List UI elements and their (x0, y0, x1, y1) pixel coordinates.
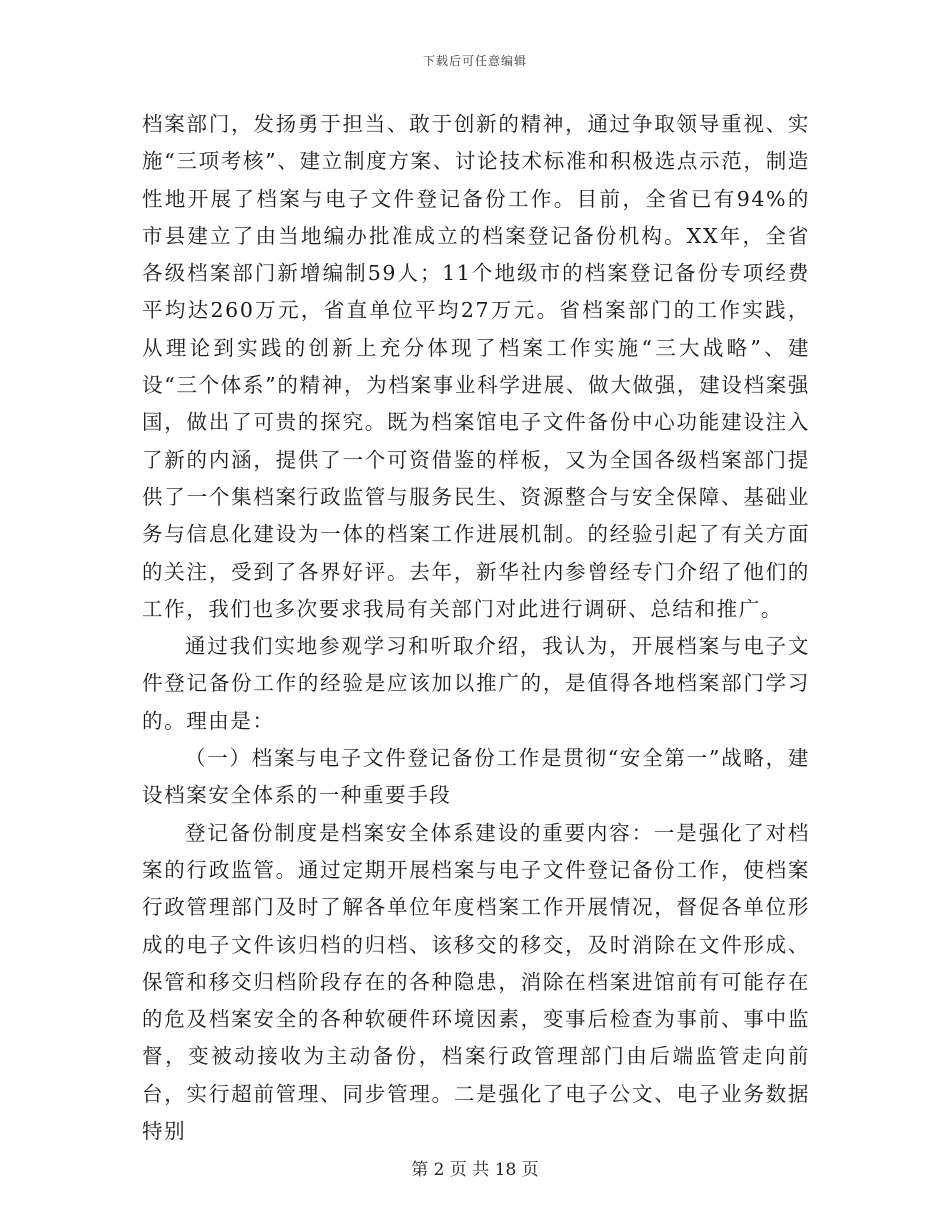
section-heading-1: （一）档案与电子文件登记备份工作是贯彻“安全第一”战略，建设档案安全体系的一种重要手段 (142, 746, 810, 808)
page-number: 第 2 页 共 18 页 (411, 1160, 539, 1180)
page-header-note: 下载后可任意编辑 (422, 54, 527, 68)
body-paragraph-2: 通过我们实地参观学习和听取介绍，我认为，开展档案与电子文件登记备份工作的经验是应该加以推广的，是值得各地档案部门学习的。理由是： (142, 634, 810, 733)
document-body (142, 106, 810, 1150)
body-paragraph-3: 登记备份制度是档案安全体系建设的重要内容：一是强化了对档案的行政监管。通过定期开展档案与电子文件登记备份工作，使档案行政管理部门及时了解各单位年度档案工作开展情况，督促各单位形成的电子文件该归档的归档、该移交的移交，及时消除在文件形成、保管和移交归档阶段存在的各种隐患，消除在档案进馆前有可能存在的危及档案安全的各种软硬件环境因素，变事后检查为事前、事中监督，变被动接收为主动备份，档案行政管理部门由后端监管走向前台，实行超前管理、同步管理。二是强化了电子公文、电子业务数据特别 (142, 820, 810, 1144)
body-paragraph-1: 档案部门，发扬勇于担当、敢于创新的精神，通过争取领导重视、实施“三项考核”、建立制度方案、讨论技术标准和积极选点示范，制造性地开展了档案与电子文件登记备份工作。目前，全省已有94%的市县建立了由当地编办批准成立的档案登记备份机构。XX年，全省各级档案部门新增编制59人；11个地级市的档案登记备份专项经费平均达260万元，省直单位平均27万元。省档案部门的工作实践，从理论到实践的创新上充分体现了档案工作实施“三大战略”、建设“三个体系”的精神，为档案事业科学进展、做大做强，建设档案强国，做出了可贵的探究。既为档案馆电子文件备份中心功能建设注入了新的内涵，提供了一个可资借鉴的样板，又为全国各级档案部门提供了一个集档案行政监管与服务民生、资源整合与安全保障、基础业务与信息化建设为一体的档案工作进展机制。的经验引起了有关方面的关注，受到了各界好评。去年，新华社内参曾经专门介绍了他们的工作，我们也多次要求我局有关部门对此进行调研、总结和推广。 (142, 112, 810, 621)
